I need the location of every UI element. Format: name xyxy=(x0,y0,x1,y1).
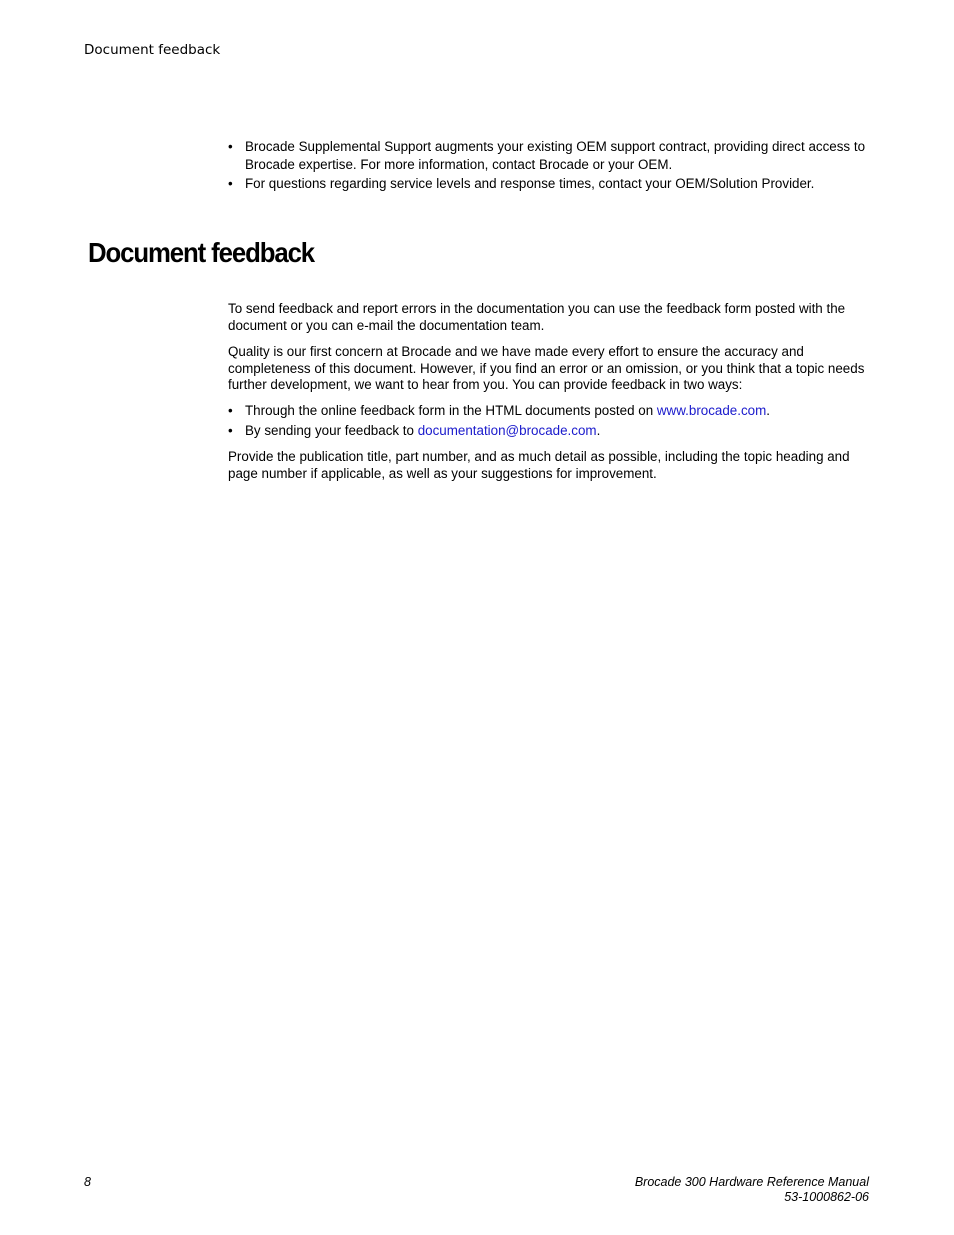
list-item-suffix: . xyxy=(766,403,771,418)
part-number: 53-1000862-06 xyxy=(784,1190,869,1204)
manual-title: Brocade 300 Hardware Reference Manual xyxy=(634,1175,869,1189)
brocade-website-link[interactable]: www.brocade.com xyxy=(656,403,767,418)
quality-paragraph: Quality is our first concern at Brocade and we have made every effort to ensure the accuracy and completeness of this document. However, if you find an error or an omission, or you think that a topic needs further development, we want to hear from you. You can provide feedback in two ways: xyxy=(228,344,865,392)
list-item-text: By sending your feedback to xyxy=(245,423,418,438)
bullet-icon: • xyxy=(228,423,233,438)
list-item xyxy=(228,175,868,193)
list-item-text: Brocade Supplemental Support augments your existing OEM support contract, providing direct access to Brocade expertise. For more information, contact Brocade or your OEM. xyxy=(245,139,866,172)
bullet-icon: • xyxy=(228,403,233,418)
page-number: 8 xyxy=(84,1175,91,1189)
publication-details-paragraph: Provide the publication title, part number, and as much detail as possible, including the topic heading and page number if applicable, as well as your suggestions for improvement. xyxy=(228,449,850,481)
list-item-text: Through the online feedback form in the HTML documents posted on xyxy=(245,403,657,418)
list-item-text: For questions regarding service levels and response times, contact your OEM/Solution Provider. xyxy=(245,176,815,191)
list-item xyxy=(228,422,868,440)
documentation-email-link[interactable]: documentation@brocade.com xyxy=(417,423,597,438)
feedback-intro-paragraph: To send feedback and report errors in the documentation you can use the feedback form posted with the document or you can e-mail the documentation team. xyxy=(228,301,846,333)
list-item xyxy=(228,138,868,174)
footer-manual-info xyxy=(635,1175,869,1205)
list-item-suffix: . xyxy=(596,423,601,438)
bullet-icon: • xyxy=(228,176,233,191)
support-bullet-list xyxy=(228,138,868,194)
bullet-icon: • xyxy=(228,139,233,154)
feedback-ways-list xyxy=(228,402,868,442)
running-header: Document feedback xyxy=(84,42,221,58)
section-heading: Document feedback xyxy=(88,237,315,268)
list-item xyxy=(228,402,868,420)
